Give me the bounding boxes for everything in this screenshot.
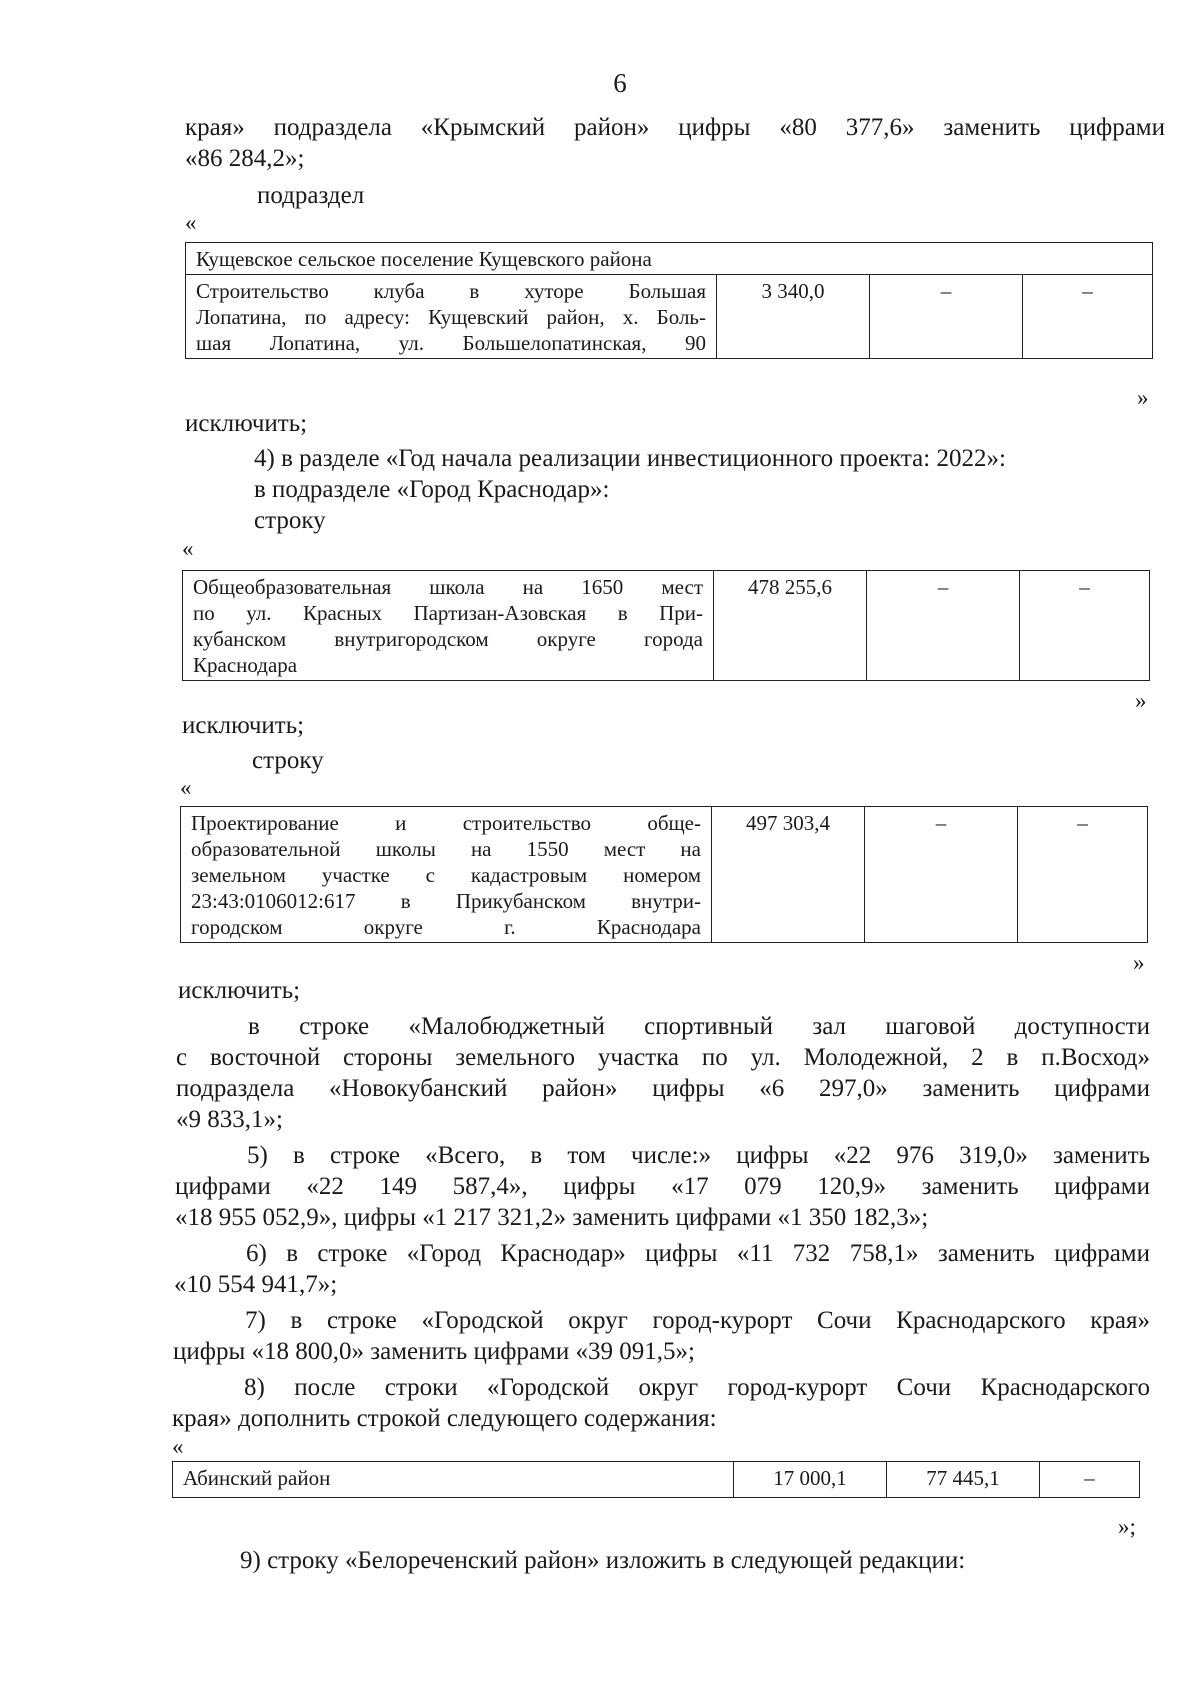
description-line: Общеобразовательная школа на 1650 мест (193, 575, 703, 599)
description-line: образовательной школы на 1550 мест на (191, 837, 701, 861)
close-quote: » (1135, 688, 1147, 713)
exclude-text: исключить; (182, 712, 305, 739)
table-school-1550 (180, 806, 1148, 943)
table-value: 478 255,6 (714, 571, 867, 681)
item-5-line-2: цифрами «22 149 587,4», цифры «17 079 120,9» заменить цифрами (175, 1173, 1150, 1200)
open-quote: « (172, 1434, 184, 1459)
table-dash: – (865, 807, 1018, 943)
exclude-text: исключить; (178, 977, 301, 1004)
table-kushchevskoe (185, 242, 1153, 359)
table-value: 3 340,0 (717, 275, 870, 359)
intro-line-1: края» подраздела «Крымский район» цифры «80 377,6» заменить цифрами (185, 114, 1165, 141)
table-value: 17 000,1 (734, 1462, 887, 1498)
open-quote: « (182, 536, 194, 561)
open-quote: « (180, 775, 192, 800)
description-line: Краснодара (193, 653, 298, 677)
description-line: городском округе г. Краснодара (191, 915, 701, 939)
close-quote: » (1137, 385, 1149, 410)
item-8-line-2: края» дополнить строкой следующего содержания: (172, 1405, 717, 1432)
item-7-line-2: цифры «18 800,0» заменить цифрами «39 091,5»; (173, 1338, 695, 1365)
table-abinsky (172, 1461, 1140, 1498)
item-6-line-2: «10 554 941,7»; (174, 1271, 338, 1298)
table-region-name: Абинский район (173, 1462, 734, 1498)
sport-para-line-1: в строке «Малобюджетный спортивный зал шаговой доступности (248, 1013, 1150, 1040)
intro-line-3: подраздел (257, 182, 365, 209)
item-5-line-1: 5) в строке «Всего, в том числе:» цифры «22 976 319,0» заменить (247, 1142, 1150, 1169)
intro-line-2: «86 284,2»; (185, 145, 305, 172)
description-line: Строительство клуба в хуторе Большая (196, 279, 706, 303)
table-school-1650 (182, 570, 1150, 681)
item-9-line: 9) строку «Белореченский район» изложить в следующей редакции: (240, 1547, 966, 1574)
page-number: 6 (613, 68, 627, 98)
sport-para-line-3: подраздела «Новокубанский район» цифры «6 297,0» заменить цифрами (176, 1075, 1150, 1102)
item-5-line-3: «18 955 052,9», цифры «1 217 321,2» заменить цифрами «1 350 182,3»; (175, 1204, 929, 1231)
table-dash: – (867, 571, 1020, 681)
description-line: Лопатина, по адресу: Кущевский район, х. Боль- (196, 305, 706, 329)
table-subsection-header: Кущевское сельское поселение Кущевского района (186, 243, 1153, 275)
description-line: земельном участке с кадастровым номером (191, 863, 701, 887)
table-description (186, 275, 717, 359)
close-quote: » (1133, 950, 1145, 975)
row-word: строку (252, 747, 324, 774)
item-7-line-1: 7) в строке «Городской округ город-курорт Сочи Краснодарского края» (245, 1307, 1150, 1334)
item-4-line-2: в подразделе «Город Краснодар»: (254, 476, 610, 503)
description-line: по ул. Красных Партизан-Азовская в При- (193, 601, 703, 625)
table-dash: – (1040, 1462, 1140, 1498)
sport-para-line-4: «9 833,1»; (176, 1106, 283, 1133)
table-dash: – (1023, 275, 1153, 359)
sport-para-line-2: с восточной стороны земельного участка по ул. Молодежной, 2 в п.Восход» (176, 1044, 1150, 1071)
item-4-line-1: 4) в разделе «Год начала реализации инвестиционного проекта: 2022»: (254, 445, 1006, 472)
item-8-line-1: 8) после строки «Городской округ город-курорт Сочи Краснодарского (244, 1374, 1150, 1401)
open-quote: « (185, 210, 197, 235)
table-dash: – (1018, 807, 1148, 943)
table-value: 77 445,1 (887, 1462, 1040, 1498)
close-quote-semicolon: »; (1118, 1514, 1136, 1539)
description-line: шая Лопатина, ул. Большелопатинская, 90 (196, 331, 706, 355)
table-description (181, 807, 712, 943)
item-6-line-1: 6) в строке «Город Краснодар» цифры «11 732 758,1» заменить цифрами (246, 1240, 1150, 1267)
description-line: Проектирование и строительство обще- (191, 811, 701, 835)
exclude-text: исключить; (185, 410, 308, 437)
table-description (183, 571, 714, 681)
description-line: кубанском внутригородском округе города (193, 627, 703, 651)
item-4-line-3: строку (254, 507, 326, 534)
table-dash: – (1020, 571, 1150, 681)
table-dash: – (870, 275, 1023, 359)
table-value: 497 303,4 (712, 807, 865, 943)
description-line: 23:43:0106012:617 в Прикубанском внутри- (191, 889, 701, 913)
